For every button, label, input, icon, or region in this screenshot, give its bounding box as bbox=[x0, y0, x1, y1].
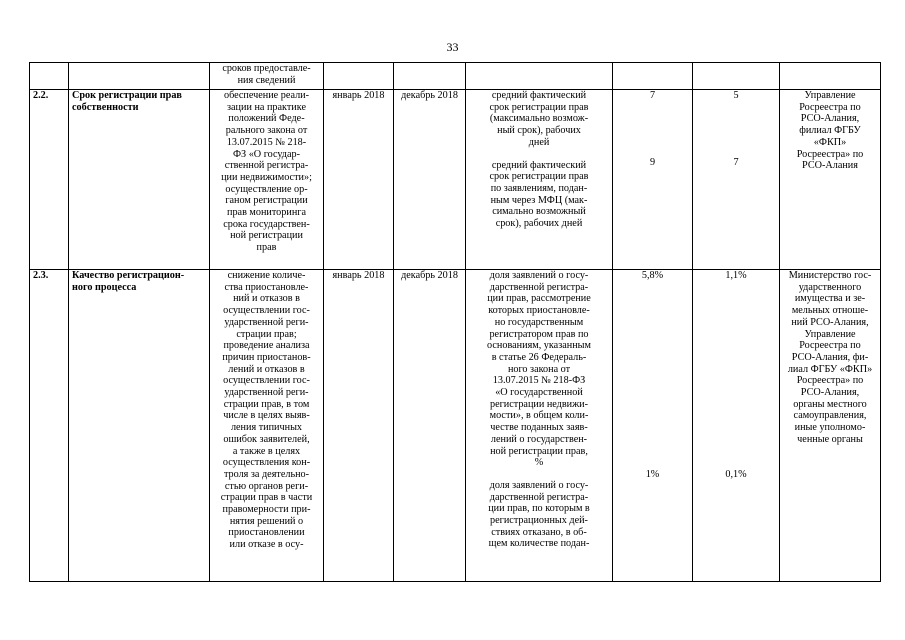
item-name-line: Качество регистрацион- bbox=[72, 270, 185, 281]
executor-line: Министерство гос- bbox=[788, 270, 872, 281]
target-value: 5 bbox=[733, 90, 739, 101]
indicator-line: которых приостановле- bbox=[488, 305, 590, 317]
measure-line: троля за деятельно- bbox=[223, 468, 310, 480]
measure-line: ления типичных bbox=[230, 422, 303, 434]
item-number-cell: 2.2. bbox=[30, 90, 69, 270]
executor-line: «ФКП» bbox=[813, 136, 847, 148]
executor-line: ченные органы bbox=[797, 433, 863, 445]
measure-line: ФЗ «О государ- bbox=[233, 148, 300, 160]
indicator-line: ции прав, рассмотрение bbox=[487, 293, 591, 305]
indicator-line: в статье 26 Федераль- bbox=[491, 351, 587, 363]
measure-line: ударственной реги- bbox=[224, 316, 309, 328]
indicator-line: ции прав, по которым в bbox=[488, 503, 590, 515]
executor-line: мельных отноше- bbox=[791, 305, 869, 317]
measure-cell bbox=[210, 63, 324, 90]
executor-line: иные уполномо- bbox=[794, 422, 866, 434]
target-value-cell bbox=[693, 270, 780, 582]
indicator-line: средний фактический bbox=[491, 159, 587, 171]
indicator-line: доля заявлений о госу- bbox=[489, 270, 589, 281]
measure-line: ганом регистрации bbox=[225, 195, 308, 207]
executor-line: Росреестра» по bbox=[796, 148, 864, 160]
table-row bbox=[30, 270, 881, 582]
table-row bbox=[30, 90, 881, 270]
end-date-cell bbox=[394, 63, 466, 90]
indicator-line: срок регистрации прав bbox=[489, 171, 589, 183]
base-value: 9 bbox=[649, 156, 656, 168]
executor-line: ударственного bbox=[798, 281, 862, 293]
measure-line: причин приостанов- bbox=[222, 351, 311, 363]
measure-line: числе в целях выяв- bbox=[223, 410, 310, 422]
executor-line: РСО-Алания, фи- bbox=[791, 351, 869, 363]
measure-line: ошибок заявителей, bbox=[223, 433, 310, 445]
measure-line: страции прав, в том bbox=[223, 398, 310, 410]
target-value-cell bbox=[693, 63, 780, 90]
target-value-cell bbox=[693, 90, 780, 270]
executor-line: самоуправления, bbox=[793, 410, 867, 422]
executor-line: имущества и зе- bbox=[794, 293, 866, 305]
target-value: 7 bbox=[733, 156, 739, 168]
measure-line: правомерности при- bbox=[222, 504, 311, 516]
executor-cell bbox=[780, 63, 881, 90]
executor-line: РСО-Алания, bbox=[800, 387, 860, 399]
indicator-line: ный срок), рабочих bbox=[497, 125, 581, 137]
measure-line: осуществлении гос- bbox=[223, 375, 310, 387]
item-name-line: Срок регистрации прав bbox=[72, 90, 182, 101]
item-name-cell bbox=[69, 90, 210, 270]
start-date-cell: январь 2018 bbox=[324, 90, 394, 270]
target-value: 1,1% bbox=[725, 270, 747, 281]
measure-line: осуществления кон- bbox=[222, 457, 311, 469]
executor-line: Росреестра по bbox=[799, 340, 861, 352]
registration-measures-table bbox=[29, 62, 881, 582]
executor-line: Управление bbox=[804, 328, 856, 340]
item-name-cell bbox=[69, 63, 210, 90]
indicator-line: дарственной регистра- bbox=[489, 281, 589, 293]
measure-line: прав bbox=[256, 242, 277, 254]
measure-line: а также в целях bbox=[232, 445, 301, 457]
measure-line: ний и отказов в bbox=[233, 293, 300, 305]
executor-line: Росреестра» по bbox=[796, 375, 864, 387]
item-name-line: собственности bbox=[72, 101, 139, 113]
measure-line: рального закона от bbox=[225, 125, 308, 137]
measure-line: страции прав; bbox=[236, 328, 297, 340]
base-value: 7 bbox=[649, 90, 656, 101]
executor-cell bbox=[780, 90, 881, 270]
end-date-cell: декабрь 2018 bbox=[394, 270, 466, 582]
indicator-line: 13.07.2015 № 218-ФЗ bbox=[492, 375, 586, 387]
executor-line: ний РСО-Алания, bbox=[791, 316, 869, 328]
indicator-cell bbox=[466, 63, 613, 90]
item-name-line: ного процесса bbox=[72, 281, 137, 293]
indicator-line: основаниям, указанным bbox=[487, 340, 591, 352]
measure-line: снижение количе- bbox=[227, 270, 306, 281]
executor-line: органы местного bbox=[793, 398, 867, 410]
indicator-line: срок), рабочих дней bbox=[495, 218, 583, 230]
measure-line: ственной регистра- bbox=[224, 160, 309, 172]
measure-line: срока государствен- bbox=[223, 218, 310, 230]
measure-line: страции прав в части bbox=[220, 492, 313, 504]
base-value-cell bbox=[613, 90, 693, 270]
indicator-line: лений о государствен- bbox=[490, 433, 588, 445]
table-row bbox=[30, 63, 881, 90]
indicator-line: ным через МФЦ (мак- bbox=[490, 194, 588, 206]
target-value: 0,1% bbox=[725, 468, 747, 480]
measure-line: обеспечение реали- bbox=[223, 90, 310, 101]
indicator-line: но государственным bbox=[494, 316, 584, 328]
indicator-line: мости», в общем коли- bbox=[489, 410, 589, 422]
indicator-line: честве поданных заяв- bbox=[490, 422, 588, 434]
executor-line: Управление bbox=[804, 90, 856, 101]
indicator-line: % bbox=[534, 457, 544, 469]
end-date-cell: декабрь 2018 bbox=[394, 90, 466, 270]
measure-line: стью органов реги- bbox=[224, 480, 309, 492]
indicator-line: срок регистрации прав bbox=[489, 101, 589, 113]
base-value-cell bbox=[613, 63, 693, 90]
base-value: 5,8% bbox=[641, 270, 664, 281]
measure-cell bbox=[210, 90, 324, 270]
base-value: 1% bbox=[645, 468, 660, 480]
indicator-line: доля заявлений о госу- bbox=[489, 479, 589, 491]
measure-line: или отказе в осу- bbox=[229, 539, 304, 551]
measure-line: зации на практике bbox=[227, 101, 306, 113]
executor-line: Росреестра по bbox=[799, 101, 861, 113]
indicator-line: ной регистрации прав, bbox=[490, 445, 588, 457]
indicator-line: щем количестве подан- bbox=[488, 538, 590, 550]
measure-line: сроков предоставле- bbox=[222, 63, 311, 74]
start-date-cell bbox=[324, 63, 394, 90]
executor-line: филиал ФГБУ bbox=[799, 125, 861, 137]
indicator-line: регистрационных дей- bbox=[490, 515, 588, 527]
indicator-line: регистратором прав по bbox=[489, 328, 589, 340]
measure-line: ции недвижимости»; bbox=[221, 171, 312, 183]
indicator-line: средний фактический bbox=[491, 90, 587, 101]
measure-cell bbox=[210, 270, 324, 582]
indicator-line: ствиях отказано, в об- bbox=[491, 526, 587, 538]
measure-line: ударственной реги- bbox=[224, 387, 309, 399]
measure-line: проведение анализа bbox=[223, 340, 310, 352]
executor-cell bbox=[780, 270, 881, 582]
item-number-cell: 2.3. bbox=[30, 270, 69, 582]
indicator-line: симально возможный bbox=[492, 206, 586, 218]
indicator-line: регистрации недвижи- bbox=[489, 398, 589, 410]
base-value-cell bbox=[613, 270, 693, 582]
measure-line: прав мониторинга bbox=[227, 207, 306, 219]
indicator-line: ного закона от bbox=[507, 363, 571, 375]
measure-line: нятия решений о bbox=[229, 515, 304, 527]
indicator-line: дней bbox=[528, 136, 550, 148]
measure-line: ния сведений bbox=[237, 74, 296, 86]
measure-line: осуществление ор- bbox=[225, 183, 308, 195]
measure-line: осуществлении гос- bbox=[223, 305, 310, 317]
indicator-line: (максимально возмож- bbox=[489, 113, 589, 125]
item-name-cell bbox=[69, 270, 210, 582]
measure-line: ства приостановле- bbox=[224, 281, 309, 293]
indicator-cell bbox=[466, 90, 613, 270]
indicator-line: дарственной регистра- bbox=[489, 491, 589, 503]
executor-line: лиал ФГБУ «ФКП» bbox=[787, 363, 873, 375]
executor-line: РСО-Алания, bbox=[800, 113, 860, 125]
measure-line: ной регистрации bbox=[230, 230, 303, 242]
measure-line: лений и отказов в bbox=[228, 363, 305, 375]
indicator-cell bbox=[466, 270, 613, 582]
executor-line: РСО-Алания bbox=[802, 160, 858, 172]
measure-line: положений Феде- bbox=[228, 113, 305, 125]
indicator-line: «О государственной bbox=[495, 387, 583, 399]
page-number: 33 bbox=[446, 40, 459, 54]
start-date-cell: январь 2018 bbox=[324, 270, 394, 582]
indicator-line: по заявлениям, подан- bbox=[490, 182, 588, 194]
measure-line: 13.07.2015 № 218- bbox=[226, 136, 307, 148]
item-number-cell bbox=[30, 63, 69, 90]
measure-line: приостановлении bbox=[228, 527, 305, 539]
